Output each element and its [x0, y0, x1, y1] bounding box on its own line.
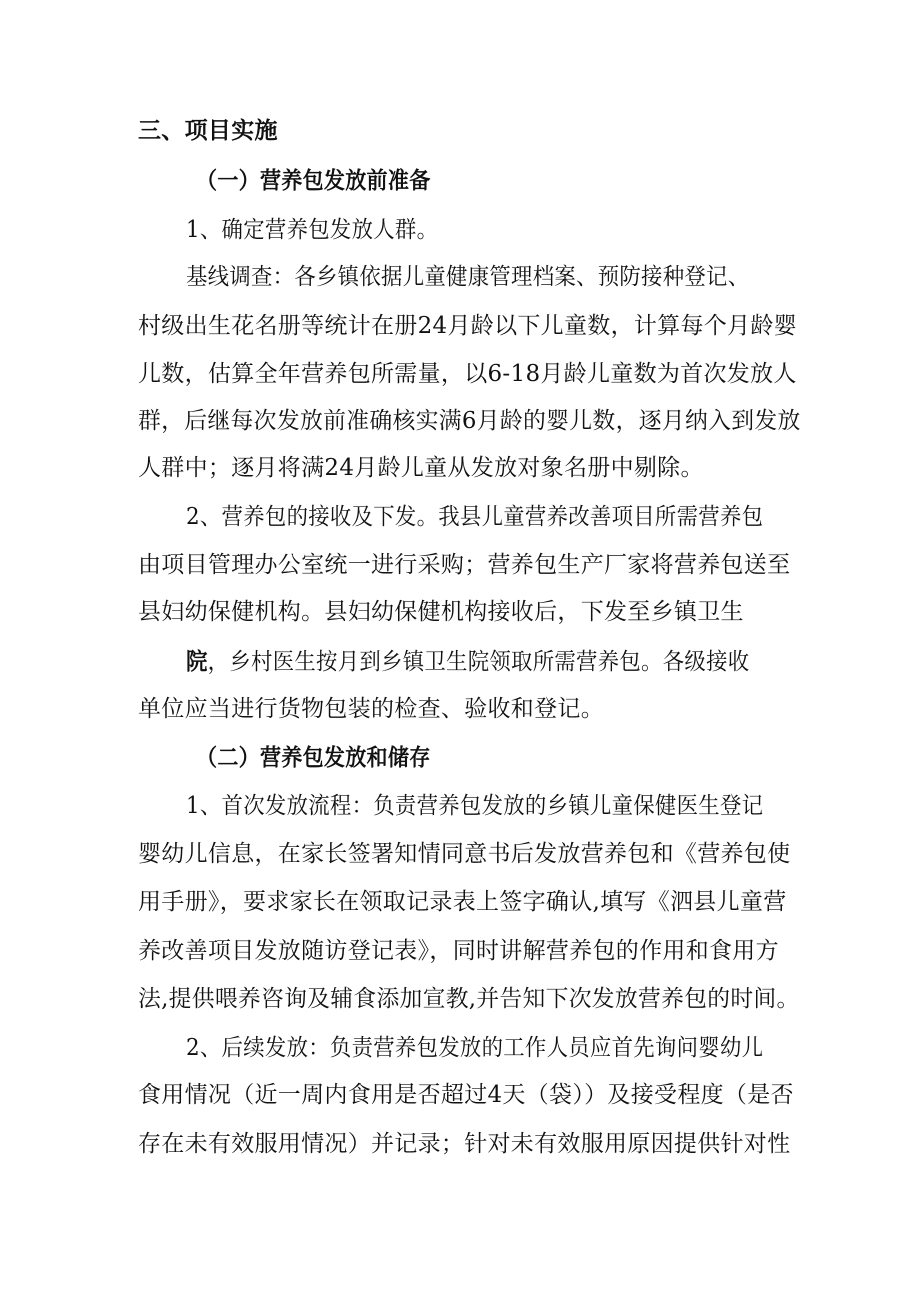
paragraph-line: 由项目管理办公室统一进行采购；营养包生产厂家将营养包送至 [138, 552, 791, 578]
paragraph-line: 用手册》，要求家长在领取记录表上签字确认,填写《泗县儿童营 [138, 889, 787, 915]
paragraph-line: 存在未有效服用情况）并记录；针对未有效服用原因提供针对性 [138, 1131, 791, 1157]
line-text: ，乡村医生按月到乡镇卫生院领取所需营养包。各级接收 [207, 649, 750, 675]
subsection-heading-1: （一）营养包发放前准备 [196, 167, 431, 194]
paragraph-line: 1、确定营养包发放人群。 [186, 217, 439, 243]
paragraph-line: 法,提供喂养咨询及辅食添加宣教,并告知下次发放营养包的时间。 [138, 986, 800, 1012]
paragraph-line: 2、后续发放：负责营养包发放的工作人员应首先询问婴幼儿 [186, 1035, 764, 1061]
paragraph-line: 单位应当进行货物包装的检查、验收和登记。 [138, 696, 604, 722]
paragraph-line: 食用情况（近一周内食用是否超过4天（袋））及接受程度（是否 [138, 1082, 794, 1108]
paragraph-line [186, 647, 800, 677]
paragraph-line: 婴幼儿信息，在家长签署知情同意书后发放营养包和《营养包使 [138, 841, 791, 867]
section-heading: 三、项目实施 [138, 117, 278, 144]
paragraph-line: 2、营养包的接收及下发。我县儿童营养改善项目所需营养包 [186, 504, 764, 530]
paragraph-line: 1、首次发放流程：负责营养包发放的乡镇儿童保健医生登记 [186, 793, 764, 819]
paragraph-line: 儿数，估算全年营养包所需量，以6-18月龄儿童数为首次发放人 [138, 361, 797, 387]
paragraph-line: 群，后继每次发放前准确核实满6月龄的婴儿数，逐月纳入到发放 [138, 408, 801, 434]
paragraph-line: 村级出生花名册等统计在册24月龄以下儿童数，计算每个月龄婴 [138, 313, 797, 339]
subsection-heading-2: （二）营养包发放和储存 [196, 744, 431, 771]
paragraph-line: 人群中；逐月将满24月龄儿童从发放对象名册中剔除。 [138, 455, 704, 481]
paragraph-line: 县妇幼保健机构。县妇幼保健机构接收后，下发至乡镇卫生 [138, 599, 744, 625]
lead-bold-char: 院 [186, 648, 208, 675]
paragraph-line: 养改善项目发放随访登记表》，同时讲解营养包的作用和食用方 [138, 938, 779, 964]
paragraph-line: 基线调查：各乡镇依据儿童健康管理档案、预防接种登记、 [186, 264, 750, 290]
